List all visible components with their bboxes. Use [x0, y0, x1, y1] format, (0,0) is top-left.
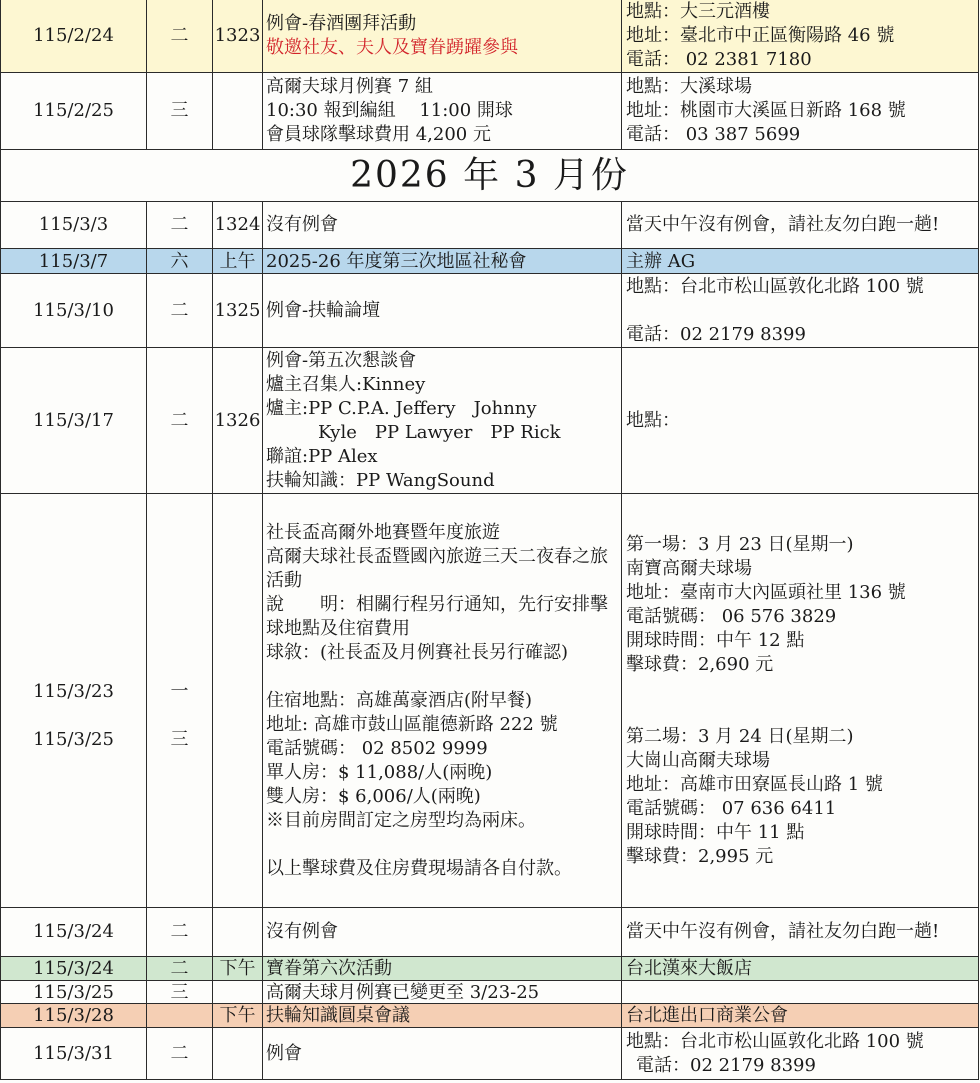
event-line: 高爾夫球社長盃暨國內旅遊三天二夜春之旅活動 [266, 545, 608, 591]
date-cell: 115/3/24 [1, 908, 147, 957]
address-line: 地址：臺北市中正區衡陽路 46 號 [626, 25, 895, 46]
location-line: 地點：台北市松山區敦化北路 100 號 [626, 275, 924, 297]
spacer [626, 677, 975, 701]
location-cell [622, 73, 979, 150]
date-cell: 115/3/10 [1, 274, 147, 348]
course-1-fee: 擊球費：2,690 元 [626, 653, 774, 675]
location-cell [622, 202, 979, 249]
table-row [1, 274, 979, 348]
event-line: 沒有例會 [266, 214, 338, 235]
event-cell [263, 1028, 622, 1080]
meeting-number-cell: 1325 [213, 274, 263, 348]
spacer [150, 704, 209, 728]
spacer [626, 299, 975, 323]
organizer-line: 主辦 AG [626, 250, 696, 272]
weekday-cell: 二 [147, 0, 213, 73]
table-row [1, 957, 979, 981]
spacer [266, 665, 618, 689]
table-row [1, 981, 979, 1004]
table-row [1, 494, 979, 908]
date-cell [1, 494, 147, 908]
event-line: 聯誼:PP Alex [266, 445, 378, 467]
meeting-number-cell: 1326 [213, 348, 263, 494]
spacer [4, 704, 143, 728]
notice-line: 當天中午沒有例會，請社友勿白跑一趟! [626, 214, 940, 235]
meeting-number-cell [213, 494, 263, 908]
location-line: 地點：大溪球場 [626, 76, 752, 97]
location-cell [622, 274, 979, 348]
weekday-cell: 三 [147, 981, 213, 1004]
date-cell: 115/3/24 [1, 957, 147, 981]
meeting-number-cell [213, 1028, 263, 1080]
meeting-number-cell [213, 73, 263, 150]
spacer [266, 833, 618, 857]
location-line: 地點：台北市松山區敦化北路 100 號 [626, 1030, 924, 1052]
date-cell: 115/3/7 [1, 249, 147, 274]
time-cell: 下午 [213, 957, 263, 981]
location-cell [622, 348, 979, 494]
event-cell [263, 494, 622, 908]
date-cell: 115/3/31 [1, 1028, 147, 1080]
event-cell [263, 1004, 622, 1028]
date-cell: 115/3/17 [1, 348, 147, 494]
event-cell [263, 981, 622, 1004]
event-cell [263, 348, 622, 494]
course-2-tee-time: 開球時間：中午 11 點 [626, 821, 805, 843]
event-cell [263, 957, 622, 981]
start-date: 115/3/23 [33, 680, 114, 702]
event-invite-line: 敬邀社友、夫人及寶眷踴躍參與 [266, 37, 518, 58]
event-line: 例會-扶輪論壇 [266, 299, 381, 321]
payment-note-line: 以上擊球費及住房費現場請各自付款。 [266, 857, 572, 879]
location-cell [622, 957, 979, 981]
course-1-name: 南寶高爾夫球場 [626, 557, 752, 579]
weekday-cell [147, 494, 213, 908]
location-cell [622, 494, 979, 908]
location-cell [622, 0, 979, 73]
hotel-line: 住宿地點：高雄萬豪酒店(附早餐) [266, 689, 533, 711]
weekday-cell: 三 [147, 73, 213, 150]
time-cell: 下午 [213, 1004, 263, 1028]
double-room-line: 雙人房：$ 6,006/人(兩晚) [266, 785, 481, 807]
event-cell [263, 274, 622, 348]
course-2-address: 地址：高雄市田寮區長山路 1 號 [626, 773, 883, 795]
course-1-tee-time: 開球時間：中午 12 點 [626, 629, 805, 651]
event-line: Kyle PP Lawyer PP Rick [318, 421, 561, 443]
event-cell [263, 73, 622, 150]
time-cell: 上午 [213, 249, 263, 274]
event-line: 寶眷第六次活動 [266, 958, 392, 979]
weekday-cell: 二 [147, 957, 213, 981]
end-date: 115/3/25 [33, 728, 114, 750]
course-2-date: 第二場：3 月 24 日(星期二) [626, 725, 854, 747]
table-row [1, 202, 979, 249]
course-2-name: 大崗山高爾夫球場 [626, 749, 770, 771]
location-cell [622, 908, 979, 957]
event-line: 球敘：(社長盃及月例賽社長另行確認) [266, 641, 569, 663]
course-2-fee: 擊球費：2,995 元 [626, 845, 774, 867]
address-line: 地址：桃園市大溪區日新路 168 號 [626, 100, 906, 121]
phone-line: 電話： 02 2381 7180 [626, 49, 812, 70]
event-line: 高爾夫球月例賽已變更至 3/23-25 [266, 981, 540, 1003]
event-line: 2025-26 年度第三次地區社秘會 [266, 250, 527, 272]
meeting-number-cell [213, 908, 263, 957]
course-1-phone: 電話號碼： 06 576 3829 [626, 605, 837, 627]
event-line: 例會 [266, 1042, 302, 1064]
table-row [1, 1004, 979, 1028]
event-cell [263, 249, 622, 274]
event-line: 會員球隊擊球費用 4,200 元 [266, 124, 491, 145]
location-cell [622, 1028, 979, 1080]
event-line: 爐主:PP C.P.A. Jeffery Johnny [266, 397, 537, 419]
event-cell [263, 908, 622, 957]
event-line: 例會-春酒團拜活動 [266, 13, 417, 34]
table-row [1, 73, 979, 150]
event-line: 說 明：相關行程另行通知，先行安排擊球地點及住宿費用 [266, 593, 608, 639]
location-cell [622, 249, 979, 274]
date-cell: 115/3/3 [1, 202, 147, 249]
single-room-line: 單人房：$ 11,088/人(兩晚) [266, 761, 493, 783]
table-row [1, 0, 979, 73]
event-cell [263, 202, 622, 249]
notice-line: 當天中午沒有例會，請社友勿白跑一趟! [626, 921, 940, 942]
course-2-phone: 電話號碼： 07 636 6411 [626, 797, 837, 819]
location-cell [622, 1004, 979, 1028]
event-line: 10:30 報到編組 11:00 開球 [266, 100, 513, 121]
event-line: 社長盃高爾外地賽暨年度旅遊 [266, 521, 500, 543]
phone-line: 電話：02 2179 8399 [636, 1054, 816, 1076]
weekday-cell: 二 [147, 348, 213, 494]
month-header-row [1, 150, 979, 202]
weekday-cell [147, 1004, 213, 1028]
phone-line: 電話：02 2179 8399 [626, 323, 806, 345]
table-row [1, 348, 979, 494]
room-note-line: ※目前房間訂定之房型均為兩床。 [266, 809, 536, 831]
date-cell: 115/2/25 [1, 73, 147, 150]
location-line: 地點：大三元酒樓 [626, 1, 770, 22]
event-line: 高爾夫球月例賽 7 組 [266, 76, 433, 97]
start-weekday: 一 [170, 680, 189, 702]
event-line: 沒有例會 [266, 921, 338, 942]
event-line: 扶輪知識圓桌會議 [266, 1005, 410, 1026]
date-cell: 115/3/25 [1, 981, 147, 1004]
table-row [1, 908, 979, 957]
end-weekday: 三 [170, 728, 189, 750]
event-line: 例會-第五次懇談會 [266, 349, 417, 371]
meeting-number-cell: 1324 [213, 202, 263, 249]
phone-line: 電話： 03 387 5699 [626, 124, 801, 145]
location-line: 台北進出口商業公會 [626, 1005, 788, 1026]
meeting-number-cell: 1323 [213, 0, 263, 73]
table-row [1, 249, 979, 274]
location-line: 台北漢來大飯店 [626, 958, 752, 979]
hotel-phone-line: 電話號碼： 02 8502 9999 [266, 737, 488, 759]
date-cell: 115/3/28 [1, 1004, 147, 1028]
course-1-date: 第一場：3 月 23 日(星期一) [626, 533, 854, 555]
event-line: 爐主召集人:Kinney [266, 373, 426, 395]
location-line: 地點： [626, 409, 680, 431]
weekday-cell: 二 [147, 274, 213, 348]
weekday-cell: 二 [147, 202, 213, 249]
event-line: 扶輪知識：PP WangSound [266, 469, 495, 491]
location-cell [622, 981, 979, 1004]
weekday-cell: 二 [147, 908, 213, 957]
event-cell [263, 0, 622, 73]
spacer [626, 701, 975, 725]
hotel-address-line: 地址: 高雄市鼓山區龍德新路 222 號 [266, 713, 558, 735]
table-row [1, 1028, 979, 1080]
month-title: 2026 年 3 月份 [1, 150, 979, 202]
meeting-number-cell [213, 981, 263, 1004]
weekday-cell: 二 [147, 1028, 213, 1080]
course-1-address: 地址：臺南市大內區頭社里 136 號 [626, 581, 906, 603]
weekday-cell: 六 [147, 249, 213, 274]
date-cell: 115/2/24 [1, 0, 147, 73]
